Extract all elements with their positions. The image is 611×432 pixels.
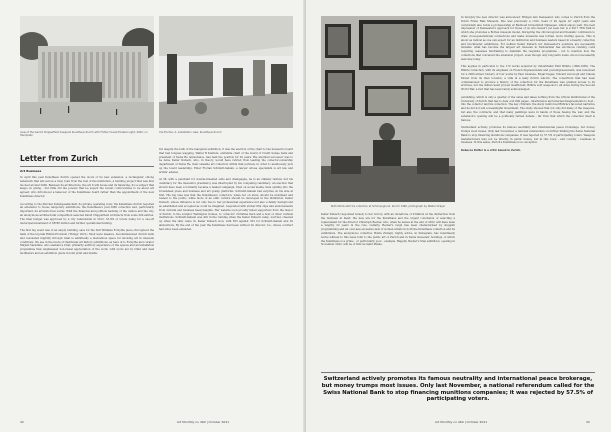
body-column-4: [461, 16, 595, 366]
title-rule: [20, 166, 154, 167]
article-title: Letter from Zurich: [20, 154, 98, 163]
right-folio: Art Monthly no 460 | October 2021: [434, 420, 488, 424]
body-paragraph: Keller Dubach responded tersely to her victory, with an undertone of irritation at the distraction from the business in hand: the new era for the Kunsthaus and the urgent conclusion of selecting a replacement for the director Christoph Becker, who, when he leaves at the end of 2022, will have been a lengthy 22 years in the role. Latterly, Becker's reign has been characterised by sluggish programming and an over-less excessive lack of women artists in both the Kunsthaus collection and its exhibitions. The anonymous collective Hulda Zwingli, highly active on Instagram, has relentlessly borne witness to this issue both to the public art of Zurich and in Swiss museums' holdings, of which the Kunsthaus is a prime - or particularly poor - example. Happily, Becker's final exhibition, opening in November 2022, will be of Niki de Saint Phalle.: [321, 213, 455, 247]
body-column-1: [20, 176, 154, 416]
body-column-2: [159, 148, 293, 416]
collection-interior-caption: Ruth Köhlis with his collection at Schönengrund, Zurich 1960, photograph by Walter Dräyer: [330, 205, 446, 208]
body-paragraph: According to the Zürcher Kunstgesellschaft, its private operating body, the Kunsthaus Zurich required an extension to house temporary exhibitions, the Kunsthaus's post-1960 collection and, particularly important, its art-historical works. With the financial and political backing of the canton and the city, an anonymous architectural competition selected David Chipperfield Architects from some 200 entries. The final budget was approved by a city referendum in 2012, 53.9% of voters being for a one-off municipal investment of SFr88 million and further operational funding.: [20, 202, 154, 225]
body-paragraph: This applies in particular to the 170 works acquired by industrialist Emil Bührle (1890-1956). The Bührle Collection, with its emphasis on French Impressionism and post-Impressionism, was renowned for a 2006 armed robbery of four works by Paul Cézanne, Edgar Degas, Vincent van Gogh and Claude Monet from its then location, a villa in a leafy Zurich suburb. The consortium that had been commissioned to produce a history of the collection for the Kunsthaus was granted access to its archives, but the initial result proved insufficient: Bührle sold weapons to all sides during the Second World War, a fact that has been rarely acknowledged.: [461, 65, 595, 92]
installation-view-caption: Ura Fischer, A, installation view, Kunsthaus Zurich: [159, 131, 222, 134]
collection-interior-image: [321, 16, 455, 202]
left-page-number: 42: [20, 420, 24, 424]
right-page: [306, 0, 611, 432]
collection-interior-photo: [321, 16, 455, 202]
museum-exterior-caption: view of the Gerold Chipperfield designed Kunsthaus Zurich with Flotter! Kunst-Theater Light, 2020, on Heimplatz: [20, 131, 148, 138]
installation-view-photo: [159, 16, 293, 128]
pull-quote: Switzerland actively promotes its famous neutrality and international peace brokerage, but money trumps most issues. Only last November, a national referendum called for the Swiss National Bank to stop financing munitions companies; it was rejected by 57.5% of participating voters.: [321, 376, 595, 403]
section-kicker: Art Business: [20, 169, 42, 173]
body-column-3: [321, 213, 455, 367]
left-page: [0, 0, 305, 432]
author-bio: Rebecca Rotter is a critic based in Zurich.: [461, 148, 522, 152]
body-paragraph: In mid-July the new director was announced: Bridget Ann Demeester, who comes to Zurich from the Dutch Frans Hals Museum. She was previously a critic, head of ifa Apple for eight years and curatorially also holds a professorship at Radboud Universiteit Nijmegen, which enjoys well. The best impression of Demeester's approach for those of us who haven't yet seen her is a 2017 TED Talk in which she promotes a Rotten museum model, disrupting the chronological and thematic continuum to draw cross-generational connections and make museums less formal, more inviting spaces. This is about as radical as one can expect for an institution and business leaders based in a heavily collection and blockbuster exhibitions. For neither Keller Dubach nor Demeester's positions are necessarily mutable: what has become the largest art museum in Switzerland has enormous running costs requiring ceaseless fundraising to maintain the requisite programme - not to mention how the collections that conceived the extension project, even though only long-term loans, are not necessarily welcome today.: [461, 16, 595, 61]
left-folio: Art Monthly no 460 | October 2021: [176, 420, 230, 424]
right-page-number: 43: [586, 420, 590, 424]
museum-exterior-image: [20, 16, 154, 128]
body-paragraph: publishing, which is only a quarter of the value and takes nothing from the critical institutional of the University of Zurich that has to date cost 800 pages - interference and internal disagreements to host - into the collector and his collection. The key criticism: the study reinforced Bührle's favoured narrative and he did not win a meaningful investment. The study showed that not only did many of the weapons, but also the contracts, and that many paintings were in hands of those fleeing the war, and the extension's opening will be a politically turned debate - far from that which the collection itself is famous.: [461, 95, 595, 122]
body-paragraph: The first big event was of an empty building, save for the Sufi Williams Forsythe piece, throughout the halls of the big hall Rimini Protokoll ('Things' 2021). Most were massive, decommissioned church bells and resonated mightily through what is admittedly a marvellous space for showing art in museum conditions. We see in the mode of traditional art history exhibitions, as here of to Forsythe and curator Mirjam Varadinis, who enabled a brief, primarily auditory experience of the spaces and an installation programme that emphasised non-visual appreciation of the work, with tours led by blind and deaf facilitators and an exhibition guide in both print and braille.: [20, 229, 154, 255]
installation-view-image: [159, 16, 293, 128]
body-paragraph: In April this year Kunsthaus Zurich opened the doors of its new extension, a rectangular oblong behemoth that sits across a busy road from the rest of the institution, a building project that was first mooted around 2000. Between its architecture, the art it will house and its financing, it's a subject that keeps on giving - but little did the powers that be expect the recent controversies to be about art agreed: who introduced a takeover of the Kunsthaus board rather than the appointment of the new Kunsthaus director.: [20, 176, 154, 198]
body-paragraph: Switzerland actively promotes its famous neutrality and international peace brokerage, but money trumps most issues. Only last November, a national referendum on further limiting the Swiss National Bank to stop financing munitions companies. It was rejected by 57.5% of participating voters. Weapons manufacturers may not be directly in public money, but in this town - and country - business is business. In this sense, Zurich's Kunsthaus is no exception.: [461, 126, 595, 145]
museum-exterior-photo: [20, 16, 154, 128]
body-paragraph: At 38, with a penchant for double-breasted suits and champagne, he is an unlikely radical, but his candidacy for the museum's presidency was interrupted by his competing candidacy. An election that should have been a formality became a heated campaign, fired on social media, then spilling into the broadsheet press and business and art gossip platforms. Schmidt-Gabain had surprise on his side at first. His big idea was that the Kunsthaus's collection, when not on show, should be mobilised and loaned to the public, while more of an ethic culture should be developed in the institution. Keller Dubach, whose influence is not only due to her professional experience but also a family background as established and accepted as could be imagined, responded with slicker film clips and endorsements from cultural and business heavyweights. Her website soon proudly listed supporters from the mayor of Zurich, to the sculptor Wellington Gomez, to 'collector' Christine Kern and a host of other cultural institutions. Schmidt-Gabain was still in the running when the Keller Dubach camp, worried, cheered up when the tally came in: Keller Dubach won, with 853 against 353 for Schmidt-Gabain and 20 abstentions. By the end of the year the Kunsthaus had been without its director, too, whose contract had since been extended.: [159, 178, 293, 231]
pull-quote-rule: [321, 372, 595, 373]
body-paragraph: Yet despite the bulk of the inaugural exhibition, it was the election of the chair to the museum's board that had tongues wagging. Walter B Kielholz, erstwhile chair of the board of Credit Suisse bank and president of Swiss Re reinsurance, had held the position for 20 years. His anointed successor was to be Anne Keller Dubach, who, in theory, would have retired from leading the collector-ownership department of Swiss Re, their sizeable art collection within that purview, in order to assiduously pick up the board leadership. Enter Florian Schmidt-Gabain, a lawyer whose specialism is art law and artists' estates.: [159, 148, 293, 174]
